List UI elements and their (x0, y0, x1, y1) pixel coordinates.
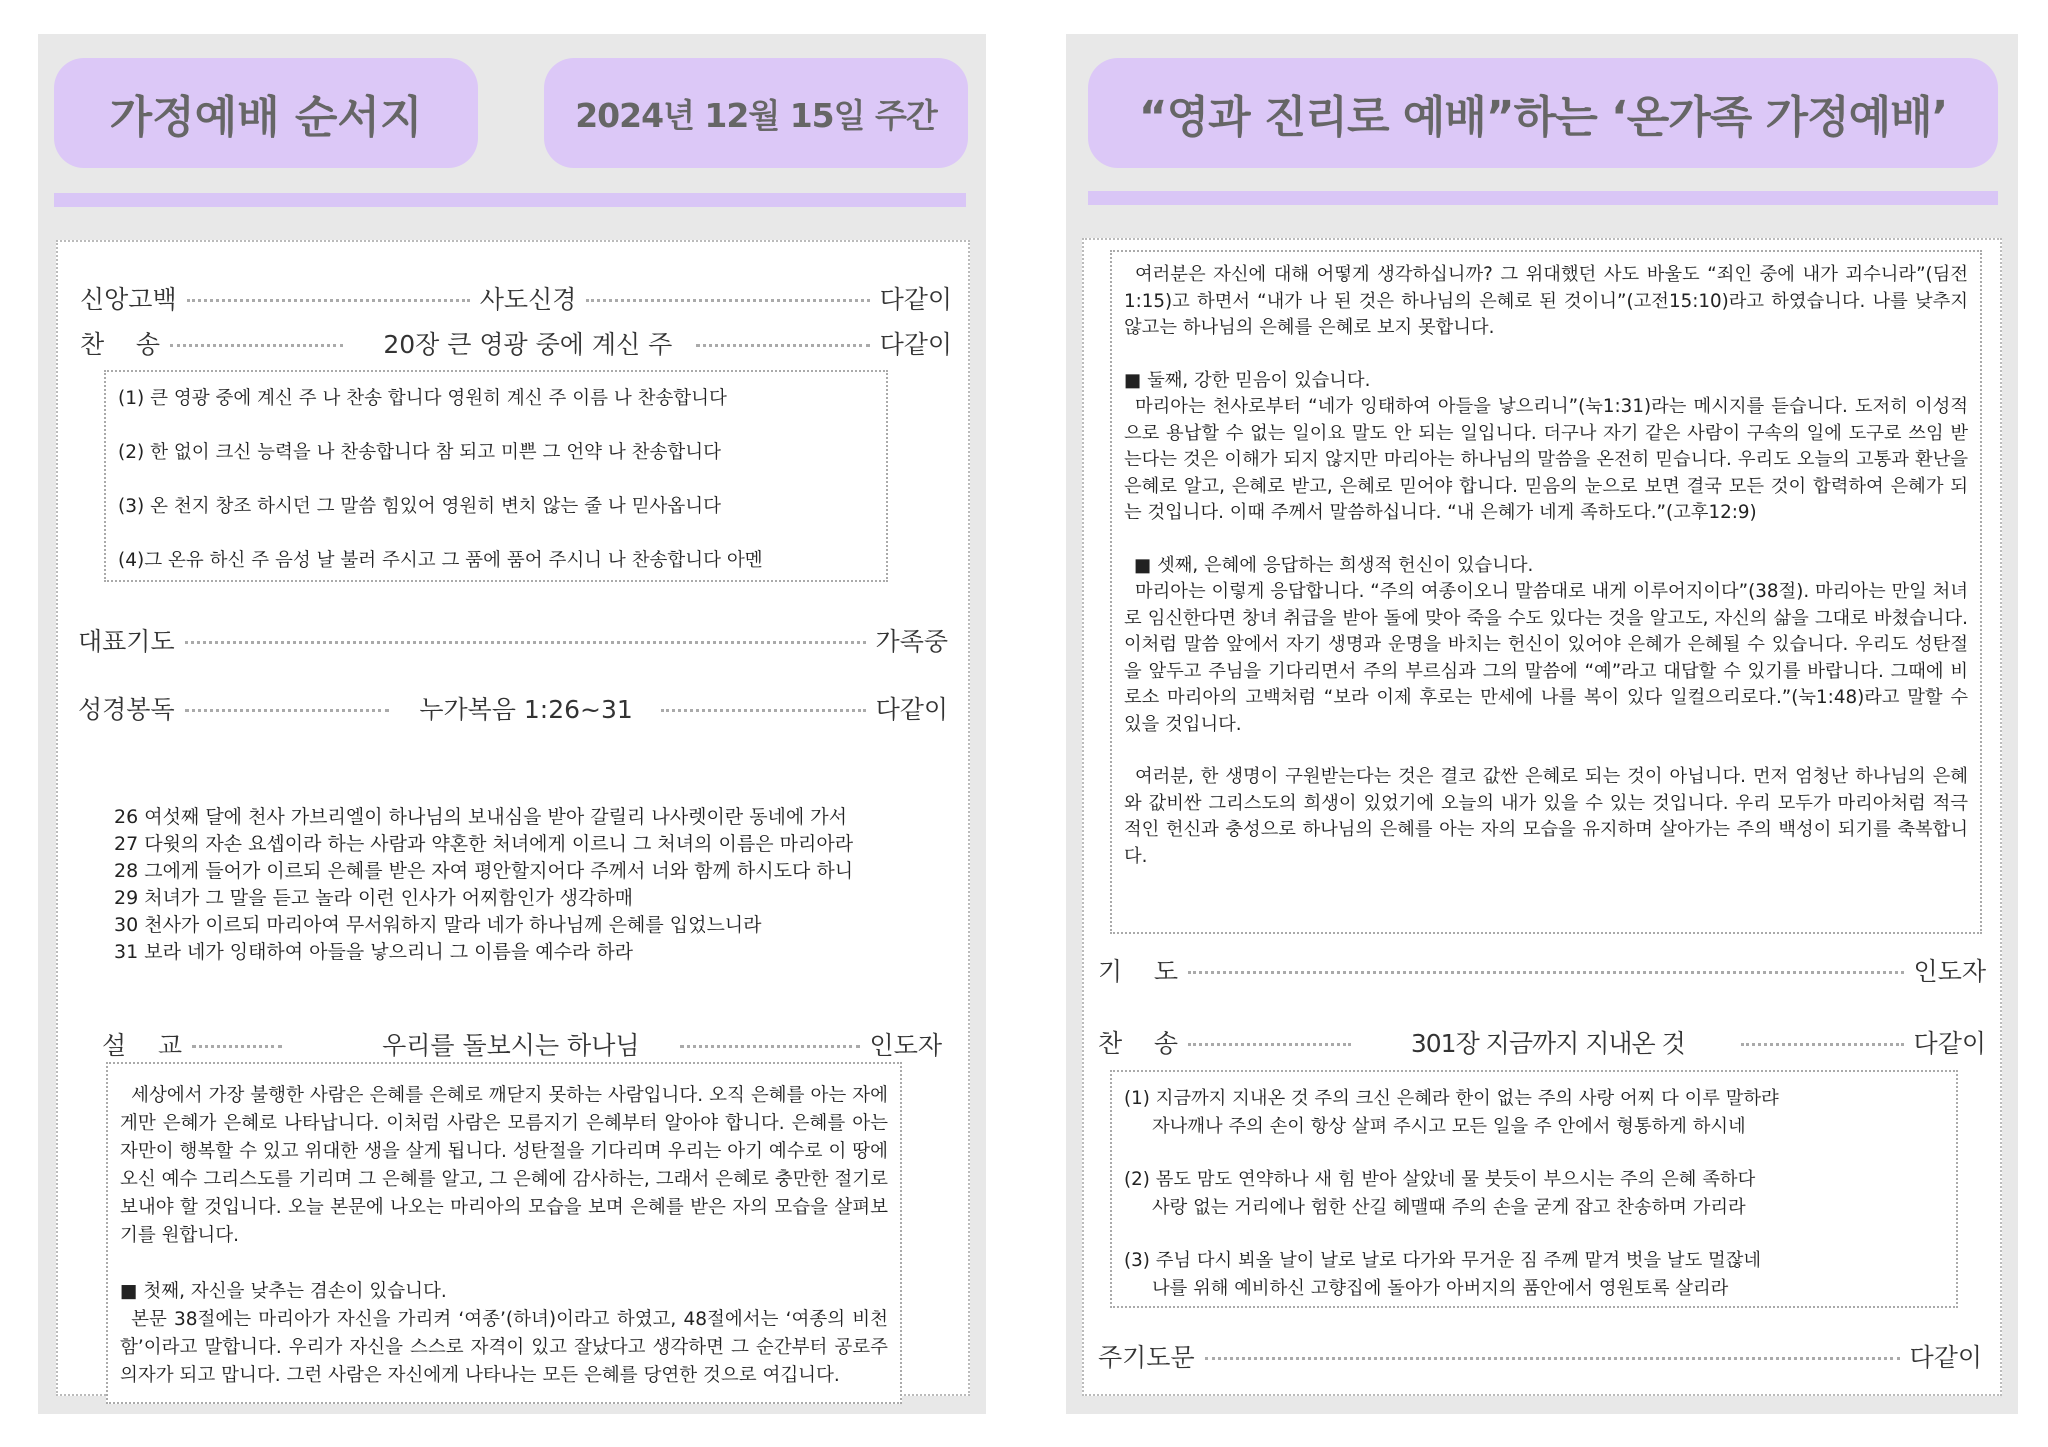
leader-dots (192, 1045, 282, 1048)
hymn-verse: (2) 몸도 맘도 연약하나 새 힘 받아 살았네 물 붓듯이 부으시는 주의 은혜 족하다 (1124, 1169, 1756, 1190)
order-item: 사도신경 (479, 285, 577, 314)
hymn-verse: (1) 지금까지 지내온 것 주의 크신 은혜라 한이 없는 주의 사랑 어찌 다 이루 말하랴 (1124, 1088, 1779, 1109)
sermon-paragraph: 본문 38절에는 마리아가 자신을 가리켜 ‘여종’(하녀)이라고 하였고, 48절에서는 ‘여종의 비천함’이라고 말합니다. 우리가 자신을 스스로 자격이 있고 잘났다고 생각하면 그 순간부터 공로주의자가 되고 맙니다. 그런 사람은 자신에게 나타나는 모든 은혜를 당연한 것으로 여깁니다. (120, 1309, 888, 1386)
scripture-verse: 26 여섯째 달에 천사 가브리엘이 하나님의 보내심을 받아 갈릴리 나사렛이란 동네에 가서 (114, 806, 848, 828)
sermon-point-heading: ■ 첫째, 자신을 낮추는 겸손이 있습니다. (120, 1281, 447, 1302)
leader-dots (1205, 1357, 1900, 1360)
divider-bar (1088, 191, 1998, 205)
sermon-text-box (106, 1062, 902, 1404)
sermon-paragraph: 여러분은 자신에 대해 어떻게 생각하십니까? 그 위대했던 사도 바울도 “죄인 중에 내가 괴수니라”(딤전1:15)고 하면서 “내가 나 된 것은 하나님의 은혜로 된 것이니”(고전15:10)라고 하였습니다. 나를 낮추지 않고는 하나님의 은혜를 은혜로 보지 못합니다. (1124, 264, 1968, 338)
leader-dots (1741, 1043, 1904, 1046)
scripture-passage (114, 804, 853, 966)
order-item: 우리를 돌보시는 하나님 (382, 1031, 640, 1060)
order-item: 20장 큰 영광 중에 계신 주 (383, 330, 673, 359)
order-participant: 다같이 (875, 695, 949, 724)
order-row-confession (58, 280, 968, 316)
right-page (1066, 34, 2018, 1414)
sermon-paragraph: 세상에서 가장 불행한 사람은 은혜를 은혜로 깨닫지 못하는 사람입니다. 오직 은혜를 아는 자에게만 은혜가 은혜로 나타납니다. 이처럼 사람은 모름지기 은혜부터 알아야 합니다. 은혜를 아는 자만이 행복할 수 있고 위대한 생을 살게 됩니다. 성탄절을 기다리며 우리는 아기 예수로 이 땅에 오신 예수 그리스도를 기리며 그 은혜를 알고, 그 은혜에 감사하는, 그래서 은혜로 충만한 절기로 보내야 할 것입니다. 오늘 본문에 나오는 마리아의 모습을 보며 은혜를 받은 자의 모습을 살펴보기를 원합니다. (120, 1085, 888, 1246)
hymn-lyrics-box (1110, 1070, 1958, 1308)
order-row-hymn (1084, 1024, 2000, 1060)
sermon-paragraph: 마리아는 천사로부터 “네가 잉태하여 아들을 낳으리니”(눅1:31)라는 메시지를 듣습니다. 도저히 이성적으로 용납할 수 없는 일이요 말도 안 되는 일입니다. 더구나 자기 같은 사람이 구속의 일에 도구로 쓰임 받는다는 것은 이해가 되지 않지만 마리아는 하나님의 말씀을 온전히 믿습니다. 우리도 오늘의 고통과 환난을 은혜로 알고, 은혜로 받고, 은혜로 믿어야 합니다. 믿음의 눈으로 보면 결국 모든 것이 합력하여 은혜가 되는 것입니다. 이때 주께서 말씀하십니다. “내 은혜가 네게 족하도다.”(고후12:9) (1124, 396, 1968, 523)
order-label: 설 교 (102, 1031, 183, 1060)
sermon-point-heading: ■ 셋째, 은혜에 응답하는 희생적 헌신이 있습니다. (1134, 554, 1534, 576)
order-label: 주기도문 (1098, 1343, 1195, 1372)
date-pill (544, 58, 968, 168)
hymn-verse: (3) 주님 다시 뵈올 날이 날로 날로 다가와 무거운 짐 주께 맡겨 벗을 날도 멀잖네 (1124, 1250, 1762, 1271)
hymn-verse-line: 자나깨나 주의 손이 항상 살펴 주시고 모든 일을 주 안에서 형통하게 하시네 (1152, 1116, 1746, 1137)
sermon-paragraph: 여러분, 한 생명이 구원받는다는 것은 결코 값싼 은혜로 되는 것이 아닙니다. 먼저 엄청난 하나님의 은혜와 값비싼 그리스도의 희생이 있었기에 오늘의 내가 있을 수 있는 것입니다. 우리 모두가 마리아처럼 적극적인 헌신과 충성으로 하나님의 은혜를 아는 자의 모습을 유지하며 살아가는 주의 백성이 되기를 축복합니다. (1124, 766, 1968, 867)
hymn-lyrics-box (104, 370, 888, 582)
hymn-verse-line: 나를 위해 예비하신 고향집에 돌아가 아버지의 품안에서 영원토록 살리라 (1152, 1278, 1729, 1299)
date-label: 2024년 12월 15일 주간 (575, 95, 937, 135)
right-content (1082, 238, 2002, 1396)
hymn-verse: (2) 한 없이 크신 능력을 나 찬송합니다 참 되고 미쁜 그 언약 나 찬송합니다 (118, 442, 722, 463)
order-row-lords-prayer (1084, 1338, 2000, 1374)
leader-dots (185, 709, 390, 712)
order-label: 대표기도 (78, 627, 175, 656)
title-pill (54, 58, 478, 168)
title-pill (1088, 58, 1998, 168)
order-participant: 다같이 (1913, 1029, 1986, 1058)
order-label: 신앙고백 (80, 285, 177, 314)
page-title: 가정예배 순서지 (109, 92, 423, 143)
order-label: 찬 송 (1098, 1029, 1179, 1058)
hymn-verse-line: 사랑 없는 거리에나 험한 산길 헤맬때 주의 손을 굳게 잡고 찬송하며 가리라 (1152, 1197, 1746, 1218)
left-content (56, 240, 970, 1396)
order-participant: 인도자 (869, 1031, 942, 1060)
order-participant: 다같이 (879, 330, 953, 359)
leader-dots (187, 299, 470, 302)
order-participant: 다같이 (1909, 1343, 1982, 1372)
order-participant: 다같이 (879, 285, 953, 314)
order-row-hymn (58, 325, 968, 361)
leader-dots (1188, 1043, 1351, 1046)
leader-dots (661, 709, 866, 712)
order-participant: 가족중 (875, 627, 948, 656)
sermon-point-heading: ■ 둘째, 강한 믿음이 있습니다. (1124, 369, 1371, 391)
left-page (38, 34, 986, 1414)
order-participant: 인도자 (1913, 957, 1986, 986)
scripture-verse: 27 다윗의 자손 요셉이라 하는 사람과 약혼한 처녀에게 이르니 그 처녀의 이름은 마리아라 (114, 833, 854, 855)
order-label: 찬 송 (80, 330, 161, 359)
leader-dots (1188, 971, 1903, 974)
order-row-reading (58, 690, 968, 726)
leader-dots (170, 344, 343, 347)
divider-bar (54, 193, 966, 207)
order-row-prayer (1084, 952, 2000, 988)
leader-dots (586, 299, 869, 302)
leader-dots (680, 1045, 860, 1048)
order-item: 301장 지금까지 지내온 것 (1410, 1029, 1685, 1058)
sermon-paragraph: 마리아는 이렇게 응답합니다. “주의 여종이오니 말씀대로 내게 이루어지이다”(38절). 마리아는 만일 처녀로 임신한다면 창녀 취급을 받아 돌에 맞아 죽을 수도 있다는 것을 알고도, 자신의 삶을 그대로 바쳤습니다. 이처럼 말씀 앞에서 자기 생명과 운명을 바치는 헌신이 있어야 은혜가 은혜될 수 있습니다. 우리도 성탄절을 앞두고 주님을 기다리면서 주의 부르심과 그의 말씀에 “예”라고 대답할 수 있기를 바랍니다. 그때에 비로소 마리아의 고백처럼 “보라 이제 후로는 만세에 나를 복이 있다 일컬으리로다.”(눅1:48)라고 말할 수 있을 것입니다. (1124, 581, 1968, 735)
sermon-continued-box (1110, 250, 1982, 934)
order-label: 기 도 (1098, 957, 1179, 986)
order-item: 누가복음 1:26~31 (419, 695, 633, 724)
scripture-verse: 28 그에게 들어가 이르되 은혜를 받은 자여 평안할지어다 주께서 너와 함께 하시도다 하니 (114, 860, 854, 882)
page-title: “영과 진리로 예배”하는 ‘온가족 가정예배’ (1138, 92, 1948, 143)
hymn-verse: (4)그 온유 하신 주 음성 날 불러 주시고 그 품에 품어 주시니 나 찬송합니다 아멘 (118, 550, 763, 571)
scripture-verse: 31 보라 네가 잉태하여 아들을 낳으리니 그 이름을 예수라 하라 (114, 941, 634, 963)
scripture-verse: 30 천사가 이르되 마리아여 무서워하지 말라 네가 하나님께 은혜를 입었느니라 (114, 914, 762, 936)
scripture-verse: 29 처녀가 그 말을 듣고 놀라 이런 인사가 어찌함인가 생각하매 (114, 887, 634, 909)
hymn-verse: (3) 온 천지 창조 하시던 그 말씀 힘있어 영원히 변치 않는 줄 나 믿사옵니다 (118, 496, 722, 517)
leader-dots (696, 344, 869, 347)
leader-dots (185, 641, 866, 644)
order-row-prayer (58, 622, 968, 658)
order-row-sermon (58, 1026, 968, 1062)
order-label: 성경봉독 (78, 695, 175, 724)
hymn-verse: (1) 큰 영광 중에 계신 주 나 찬송 합니다 영원히 계신 주 이름 나 찬송합니다 (118, 388, 727, 409)
